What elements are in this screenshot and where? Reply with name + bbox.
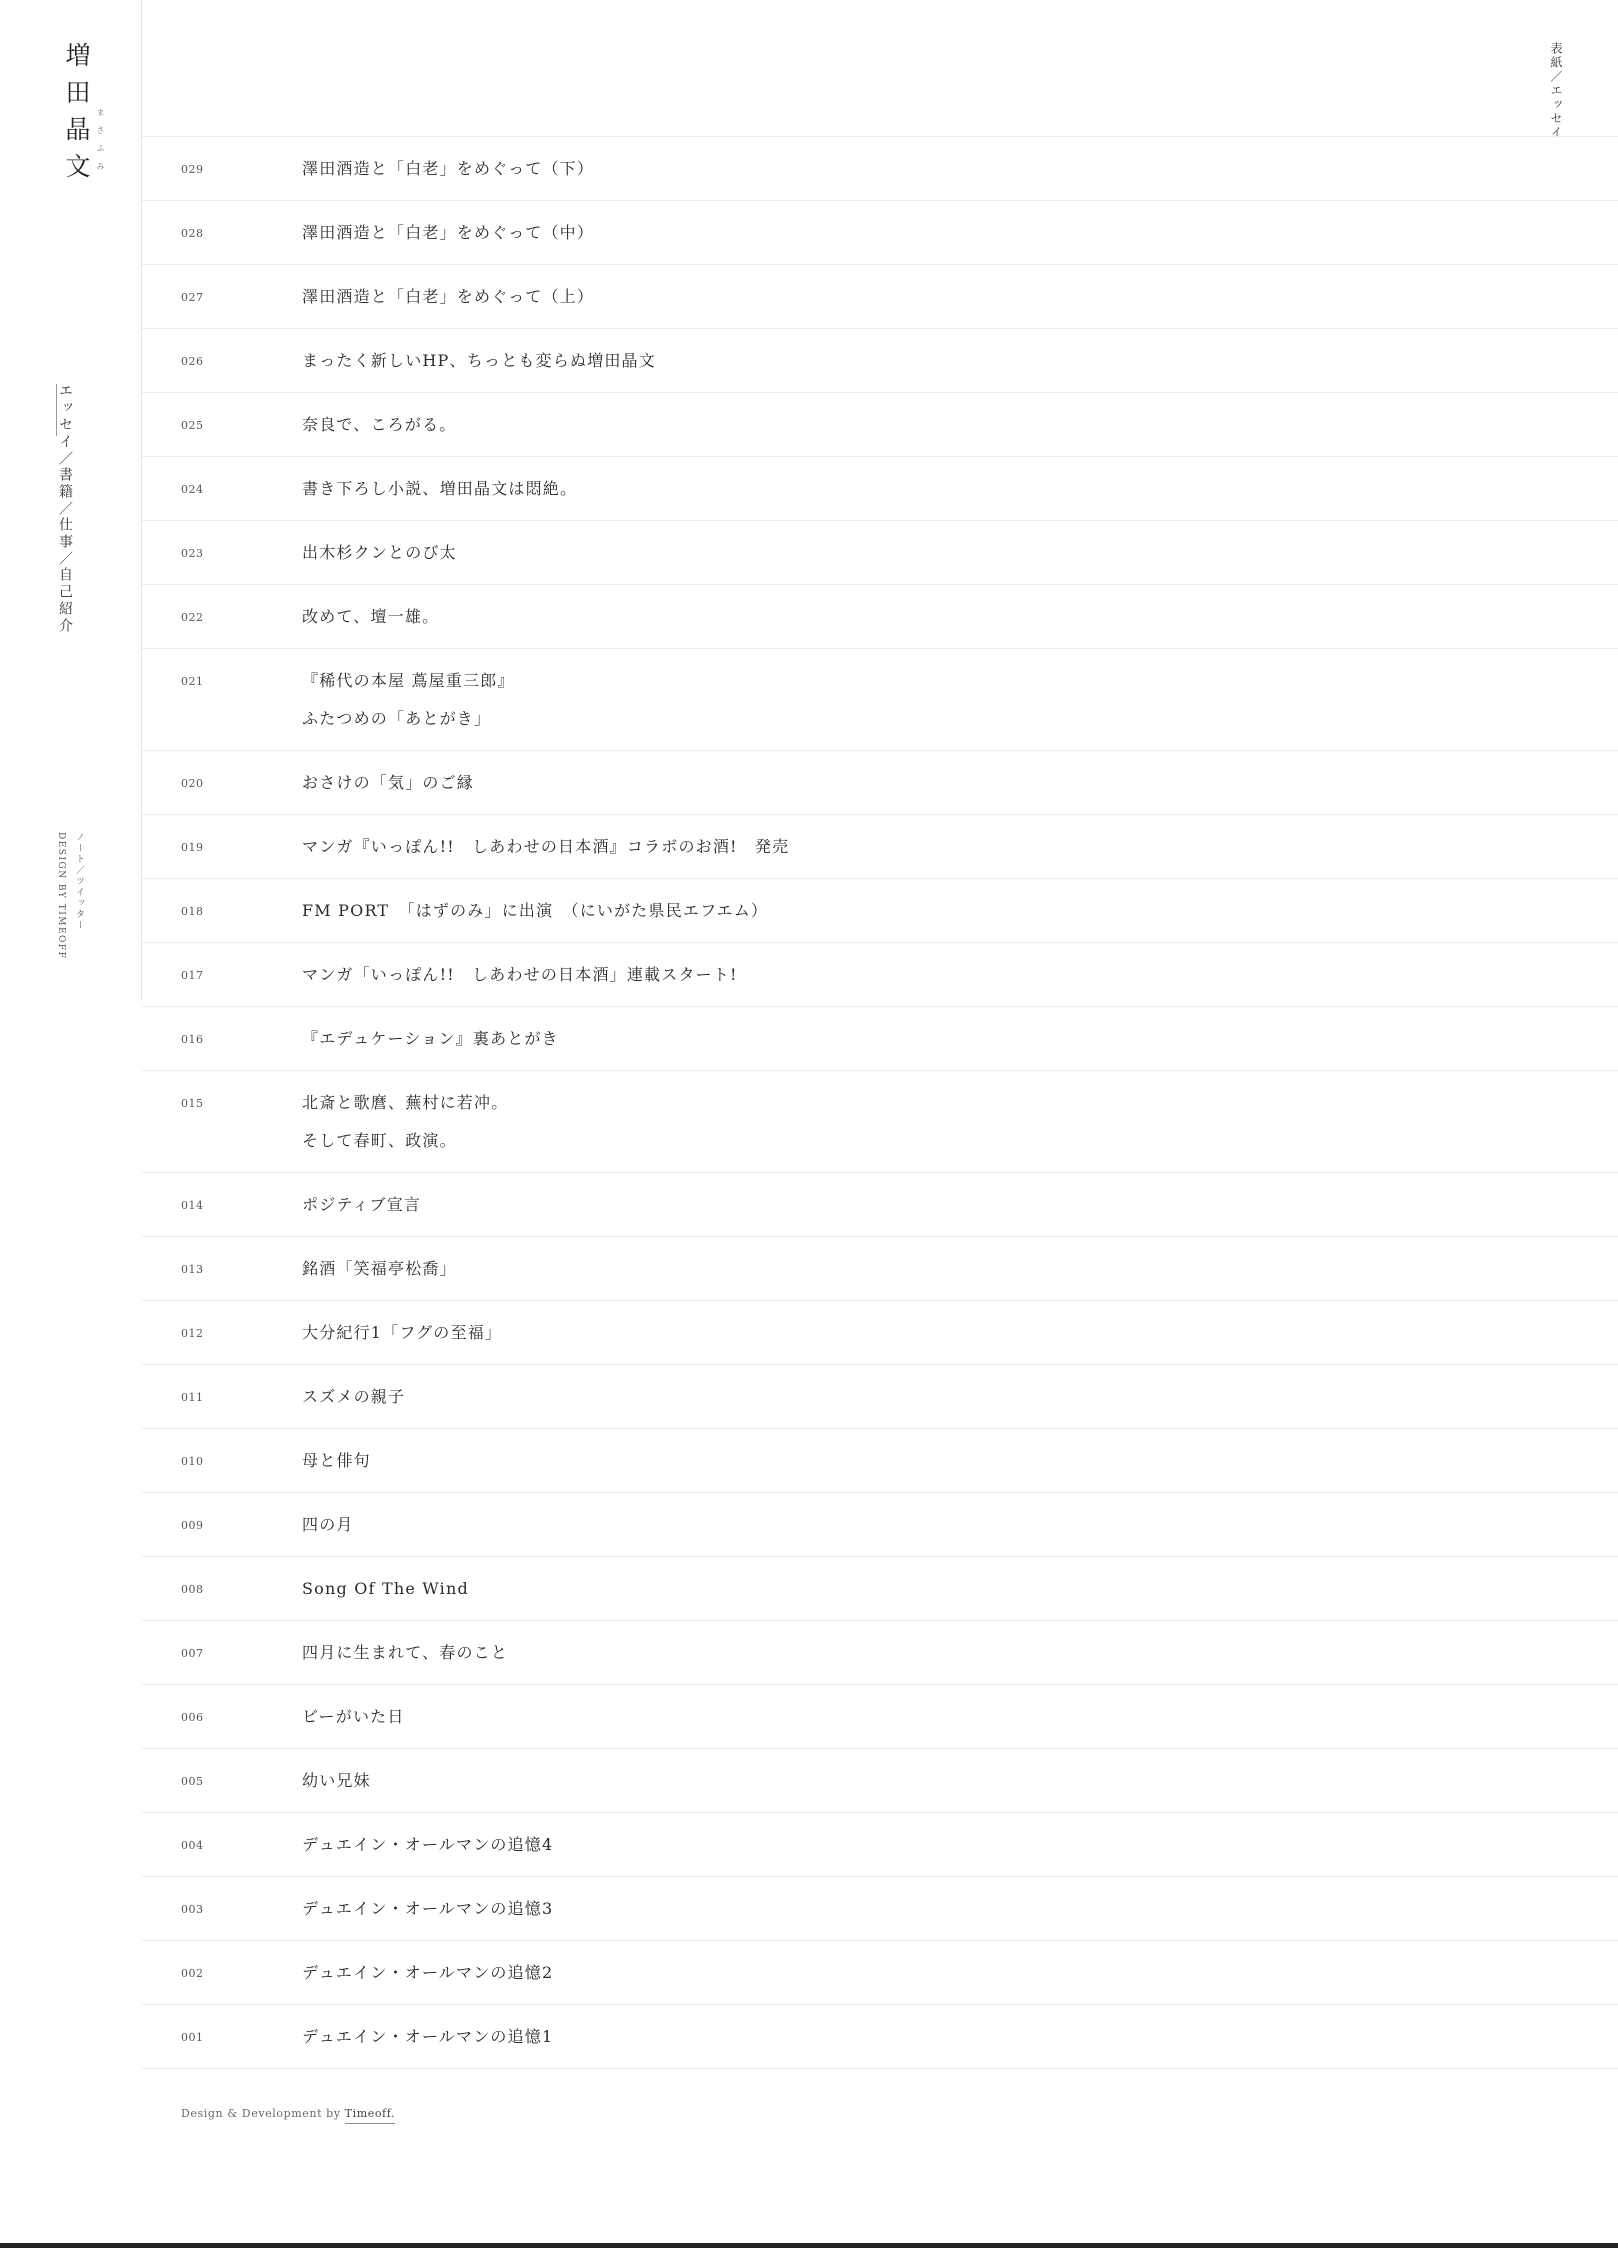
article-title: 澤田酒造と「白老」をめぐって（上） (302, 287, 595, 306)
article-title-link[interactable] (302, 1900, 553, 1918)
article-title: 出木杉クンとのび太 (302, 543, 457, 562)
article-title-link[interactable] (302, 1708, 405, 1726)
article-row[interactable] (142, 2005, 1618, 2069)
article-title-link[interactable] (302, 838, 789, 856)
sidebar (0, 0, 142, 1000)
article-number: 023 (181, 547, 204, 560)
article-number: 001 (181, 2031, 204, 2044)
article-title-link[interactable] (302, 1388, 405, 1406)
article-title-link[interactable] (302, 1836, 553, 1854)
article-number: 006 (181, 1711, 204, 1724)
article-row[interactable] (142, 1493, 1618, 1557)
article-title: ポジティブ宣言 (302, 1195, 422, 1214)
article-row[interactable] (142, 457, 1618, 521)
bottom-bar (0, 2243, 1618, 2248)
article-title-link[interactable] (302, 288, 594, 306)
article-row[interactable] (142, 1557, 1618, 1621)
article-number: 008 (181, 1583, 204, 1596)
article-title-link[interactable] (302, 1516, 354, 1534)
article-title-link[interactable] (302, 1030, 559, 1048)
article-title-link[interactable] (302, 160, 594, 178)
article-title: デュエイン・オールマンの追憶3 (302, 1899, 554, 1918)
article-title: スズメの親子 (302, 1387, 406, 1406)
article-title: 『エデュケーション』裏あとがき (302, 1029, 559, 1048)
article-row[interactable] (142, 585, 1618, 649)
article-title-link[interactable] (302, 480, 577, 498)
article-row[interactable] (142, 1685, 1618, 1749)
article-number: 029 (181, 163, 204, 176)
article-row[interactable] (142, 329, 1618, 393)
main-nav (58, 383, 72, 635)
article-row[interactable] (142, 201, 1618, 265)
article-title-link[interactable] (302, 1964, 553, 1982)
article-title: デュエイン・オールマンの追憶1 (302, 2027, 554, 2046)
article-row[interactable] (142, 1237, 1618, 1301)
article-row[interactable] (142, 1071, 1618, 1173)
footer (181, 2107, 395, 2120)
article-title: マンガ「いっぽん!! しあわせの日本酒」連載スタート! (302, 965, 738, 984)
article-number: 011 (181, 1391, 204, 1404)
design-credit: DESIGN BY TIMEOFF (56, 832, 66, 960)
article-row[interactable] (142, 1007, 1618, 1071)
article-row[interactable] (142, 879, 1618, 943)
article-title-link[interactable] (302, 352, 656, 370)
article-title: 銘酒「笑福亭松喬」 (302, 1259, 457, 1278)
article-row[interactable] (142, 1941, 1618, 2005)
sub-nav-separator: ／ (74, 865, 84, 876)
article-row[interactable] (142, 751, 1618, 815)
breadcrumb (1550, 42, 1562, 140)
article-row[interactable] (142, 815, 1618, 879)
article-number: 012 (181, 1327, 204, 1340)
nav-item-books[interactable]: 書籍 (57, 467, 73, 501)
article-title: 澤田酒造と「白老」をめぐって（中） (302, 223, 595, 242)
article-row[interactable] (142, 265, 1618, 329)
article-number: 024 (181, 483, 204, 496)
article-title: マンガ『いっぽん!! しあわせの日本酒』コラボのお酒! 発売 (302, 837, 790, 856)
site-title-link[interactable]: 増田晶文 (62, 42, 91, 190)
sub-nav-item-twitter[interactable]: ツイッター (74, 876, 84, 931)
article-title: デュエイン・オールマンの追憶4 (302, 1835, 554, 1854)
article-title-link[interactable] (302, 672, 515, 728)
article-title: 四月に生まれて、春のこと (302, 1643, 509, 1662)
nav-item-work[interactable]: 仕事 (57, 517, 73, 551)
article-number: 013 (181, 1263, 204, 1276)
article-title: 改めて、壇一雄。 (302, 607, 440, 626)
nav-separator: ／ (57, 501, 73, 517)
article-row[interactable] (142, 1621, 1618, 1685)
breadcrumb-item-cover[interactable]: 表紙 (1549, 42, 1563, 70)
article-title-link[interactable] (302, 1260, 457, 1278)
article-title-line2: そして春町、政演。 (302, 1131, 457, 1150)
article-title: ビーがいた日 (302, 1707, 405, 1726)
article-number: 020 (181, 777, 204, 790)
article-title-link[interactable] (302, 774, 474, 792)
article-title-link[interactable] (302, 1452, 371, 1470)
article-number: 003 (181, 1903, 204, 1916)
article-number: 004 (181, 1839, 204, 1852)
article-title: 澤田酒造と「白老」をめぐって（下） (302, 159, 595, 178)
article-title: 幼い兄妹 (302, 1771, 371, 1790)
article-title-link[interactable] (302, 544, 457, 562)
article-number: 010 (181, 1455, 204, 1468)
article-title: おさけの「気」のご縁 (302, 773, 475, 792)
article-list (142, 136, 1618, 2069)
article-row[interactable] (142, 521, 1618, 585)
article-title-link[interactable] (302, 1324, 502, 1342)
breadcrumb-separator: ／ (1549, 70, 1563, 84)
article-number: 009 (181, 1519, 204, 1532)
article-number: 027 (181, 291, 204, 304)
article-title: 北斎と歌麿、蕪村に若冲。 (302, 1093, 509, 1112)
article-number: 026 (181, 355, 204, 368)
article-number: 014 (181, 1199, 204, 1212)
article-row[interactable] (142, 649, 1618, 751)
article-row[interactable] (142, 137, 1618, 201)
article-title-link[interactable] (302, 416, 456, 434)
article-number: 021 (181, 675, 204, 688)
article-title: 四の月 (302, 1515, 354, 1534)
breadcrumb-item-essay: エッセイ (1549, 84, 1563, 140)
article-title-line2: ふたつめの「あとがき」 (302, 709, 492, 728)
article-row[interactable] (142, 393, 1618, 457)
article-number: 002 (181, 1967, 204, 1980)
article-title: 母と俳句 (302, 1451, 371, 1470)
article-row[interactable] (142, 943, 1618, 1007)
article-title-link[interactable] (302, 2028, 553, 2046)
article-number: 019 (181, 841, 204, 854)
article-number: 017 (181, 969, 204, 982)
article-title-link[interactable] (302, 1644, 508, 1662)
article-row[interactable] (142, 1173, 1618, 1237)
article-title-link[interactable] (302, 966, 738, 984)
article-number: 018 (181, 905, 204, 918)
footer-timeoff-link[interactable]: Timeoff. (345, 2107, 395, 2124)
article-title: まったく新しいHP、ちっとも変らぬ増田晶文 (302, 351, 656, 370)
nav-item-essay[interactable]: エッセイ (57, 383, 73, 451)
article-title-link[interactable] (302, 1580, 469, 1598)
article-title-link[interactable] (302, 1196, 421, 1214)
article-number: 005 (181, 1775, 204, 1788)
article-row[interactable] (142, 1301, 1618, 1365)
article-number: 022 (181, 611, 204, 624)
footer-text: Design & Development by (181, 2107, 341, 2120)
article-number: 025 (181, 419, 204, 432)
article-row[interactable] (142, 1813, 1618, 1877)
article-title: 書き下ろし小説、増田晶文は悶絶。 (302, 479, 578, 498)
article-title: FM PORT 「はずのみ」に出演 （にいがた県民エフエム） (302, 901, 769, 920)
article-title-link[interactable] (302, 902, 768, 920)
nav-item-profile[interactable]: 自己紹介 (57, 567, 73, 635)
article-title-link[interactable] (302, 608, 439, 626)
sub-nav (74, 832, 83, 931)
article-title: 『稀代の本屋 蔦屋重三郎』 (302, 671, 515, 690)
article-number: 007 (181, 1647, 204, 1660)
article-title-link[interactable] (302, 1094, 508, 1150)
article-number: 028 (181, 227, 204, 240)
sub-nav-item-note[interactable]: ノート (74, 832, 84, 865)
nav-separator: ／ (57, 451, 73, 467)
article-row[interactable] (142, 1429, 1618, 1493)
article-title: 奈良で、ころがる。 (302, 415, 457, 434)
article-row[interactable] (142, 1749, 1618, 1813)
nav-separator: ／ (57, 551, 73, 567)
article-title: デュエイン・オールマンの追憶2 (302, 1963, 554, 1982)
article-title-link[interactable] (302, 224, 594, 242)
site-title-ruby: まさふみ (96, 108, 105, 180)
article-number: 015 (181, 1097, 204, 1110)
article-title: 大分紀行1「フグの至福」 (302, 1323, 503, 1342)
article-row[interactable] (142, 1365, 1618, 1429)
article-title-link[interactable] (302, 1772, 371, 1790)
article-title: Song Of The Wind (302, 1579, 469, 1598)
article-number: 016 (181, 1033, 204, 1046)
article-row[interactable] (142, 1877, 1618, 1941)
